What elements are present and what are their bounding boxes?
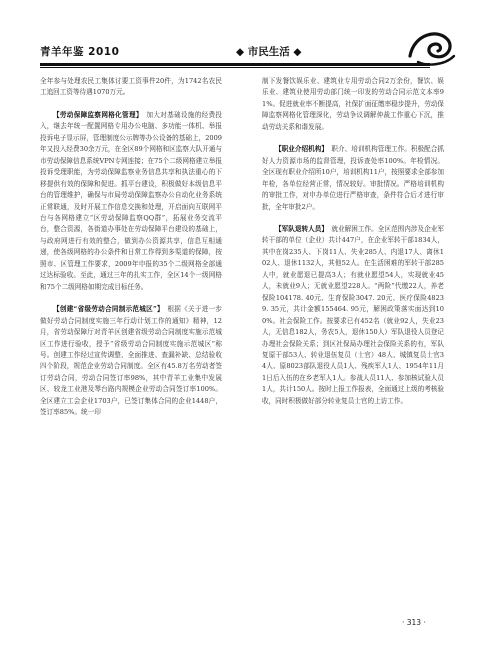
page-header — [40, 32, 448, 66]
section-title: ◆ 市民生活 ◆ — [236, 46, 302, 58]
entry-body: 就业解困工作。全区范围内涉及企业军转干部的单位（企业）共计447户，在企业军转干部1834人，其中在岗235人、下岗11人、失业285人、内退17人、离休102人、退休1132人，其他52人。在生活困难的军转干部285人中，就业愿退已提高3人；有就业愿望54人，实现就业45人，未就业9人；无就业愿望228人。“两险”代缴22人，养老保险104178. 40元、生育保险3047. 20元、医疗保险48239. 35元，共计金额155464. 95元，解困政策落实面达到100%。社会保险工作。按要求已有452名（就业92人，失业23人，无信息182人，务农5人，退休150人）军队退役人员登记办理社会保险关系；到区社保局办理社会保险关系的有，军队复原干部53人、转业退伍复员（士官）48人、城镇复员士官34人、原8023部队退役人员1人、残疾军人1人、1954年11月1日后入伍的在乡老军人1人。参战人员11人、参加核试验人员1人，共计150人。按时上报工作报表，全面通过上级的考核验收，同时积极做好部分转业复员士官的上访工作。 — [262, 224, 445, 405]
entry-body: 加大对基础设施的经费投入，继去年统一配置网格专用办公电脑、多功能一体机、举报投诉电子显示屏，管理制度公示牌等办公设备的基础上，2009年又投入经费30余万元，在全区89个网格和区监察大队开通与市劳动保障信息系统VPN专网连接；在75个二级网格建立举报投诉受理职能，为劳动保障监察业务信息共享和执法重心的下移提供有效的保障和促进。抓平台建设，积极做好本级信息平台的管理维护，确保与市局劳动保障监察办公自动化业务系统正常联通，及时开展工作信息交换和处理，开启面向互联网平台与各网格建立“区劳动保障监察QQ群”，拓展业务交流平台，整合资源，各街道办事处在劳动保障平台建设的基础上，与政府网进行有效的整合，做到办公资源共享，信息互相通递，使各级网格的办公条件和日常工作得到多渠道的保障，按照市、区管理工作要求，2009年申报的35个二级网格全部通过达标验收。至此，通过三年的扎实工作，全区14个一级网格和75个二级网格如期完成目标任务。 — [40, 110, 223, 291]
header-rule-thick — [40, 63, 430, 66]
paragraph: 制下发餐饮娱乐业、建筑业专用劳动合同2万余份，餐饮、娱乐业、建筑业使用劳动部门统一印发的劳动合同示范文本率91%。促进就业率不断提高，社保扩面征缴率稳步提升，劳动保障监察网格化管理深化，劳动争议调解仲裁工作重心下沉，推动劳动关系和谐发展。 — [262, 77, 444, 131]
paragraph-job-agencies — [262, 144, 444, 213]
entry-title: 【职业介绍机构】 — [275, 145, 325, 154]
entry-body: 根据《关于进一步做好劳动合同制度实施三年行动计划工作的通知》精神，12月，省劳动保障厅对青羊区创建省级劳动合同制度实施示范城区工作进行验收，授予“省级劳动合同制度实施示范城区”称号。创建工作经过宣传调整、全面推进、查漏补缺、总结验收四个阶段，规范企业劳动合同制度。全区有45.8万名劳动者签订劳动合同，劳动合同签订率98%，其中青羊工业集中发展区、较龙工业港及琴台路内规模企业劳动合同签订率100%。全区建立工会企业1703户，已签订集体合同的企业1448户，签订率85%。统一印 — [40, 305, 223, 417]
header-rule-thin — [40, 67, 430, 68]
left-column — [40, 76, 222, 419]
paragraph-grid-management — [40, 110, 222, 293]
entry-title: 【劳动保障监察网格化管理】 — [53, 110, 140, 119]
entry-title: 【军队退转人员】 — [275, 224, 325, 233]
entry-body: 职介、培训机构管理工作。积极配合抓好人力资源市场的监督管理，投诉查处率100%。年检情况。全区现有职业介绍所10户，培训机构11户，按照要求全部参加年检，各单位经营正常，情况较好。审批情况。严格培训机构的审批工作，对申办单位进行严格审查，条件符合后才进行审批，全年审批2户。 — [262, 145, 445, 211]
right-column — [262, 76, 444, 407]
yearbook-title: 青羊年鉴 2010 — [40, 46, 120, 58]
page-number: · 313 · — [402, 618, 426, 627]
paragraph-labor-contract-demo — [40, 304, 222, 419]
paragraph: 全年参与处理农民工集体讨要工资事件20件，为1742名农民工追回工资等待遇1070万元。 — [40, 77, 222, 97]
paragraph-veterans — [262, 224, 444, 407]
entry-title: 【创建“省级劳动合同制示范城区”】 — [53, 305, 161, 314]
